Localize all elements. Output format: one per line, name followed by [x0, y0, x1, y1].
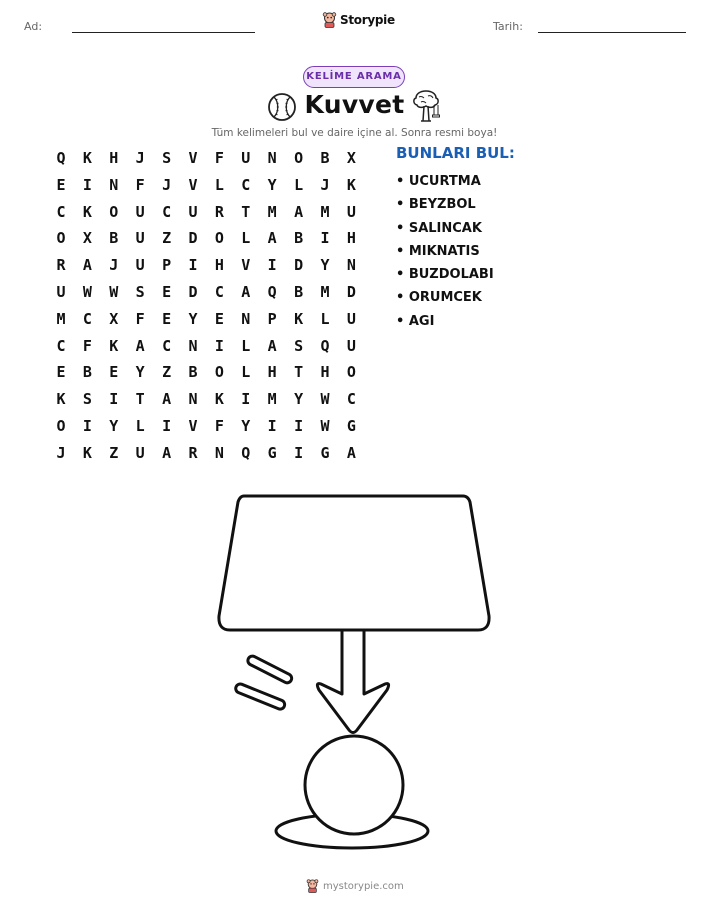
grid-letter[interactable]: J: [109, 256, 119, 275]
grid-letter[interactable]: Y: [241, 417, 251, 435]
grid-letter[interactable]: O: [346, 363, 356, 382]
grid-letter[interactable]: V: [188, 417, 198, 435]
word-list-item: • SALINCAK: [396, 220, 482, 236]
word-list-item: • BUZDOLABI: [396, 267, 494, 283]
grid-letter[interactable]: B: [294, 283, 304, 301]
grid-letter[interactable]: C: [241, 175, 251, 194]
grid-letter[interactable]: X: [82, 229, 92, 248]
grid-row: [48, 172, 368, 198]
grid-letter[interactable]: T: [294, 363, 304, 382]
grid-row: [48, 199, 368, 225]
grid-letter[interactable]: L: [241, 336, 251, 355]
grid-letter[interactable]: I: [162, 417, 172, 435]
grid-letter[interactable]: U: [56, 283, 66, 301]
grid-letter[interactable]: L: [214, 175, 224, 194]
grid-letter[interactable]: U: [135, 202, 145, 221]
grid-letter[interactable]: F: [135, 175, 145, 194]
word-list-item: • ORUMCEK: [396, 290, 482, 306]
ball: [305, 736, 403, 834]
grid-letter[interactable]: Z: [109, 443, 119, 462]
grid-letter[interactable]: K: [346, 175, 356, 194]
grid-letter[interactable]: U: [346, 202, 356, 221]
grid-letter[interactable]: K: [82, 149, 92, 167]
grid-letter[interactable]: Z: [162, 229, 172, 248]
grid-letter[interactable]: H: [267, 363, 277, 382]
grid-letter[interactable]: B: [109, 229, 119, 248]
grid-letter[interactable]: J: [320, 175, 330, 194]
grid-letter[interactable]: K: [82, 443, 92, 462]
grid-letter[interactable]: O: [109, 202, 119, 221]
grid-letter[interactable]: C: [56, 336, 66, 355]
grid-letter[interactable]: V: [188, 175, 198, 194]
grid-letter[interactable]: K: [294, 309, 304, 328]
grid-letter[interactable]: L: [241, 363, 251, 382]
grid-letter[interactable]: I: [267, 256, 277, 275]
word-list: [396, 170, 494, 333]
grid-letter[interactable]: F: [135, 309, 145, 328]
motion-line-1: [246, 655, 293, 685]
grid-letter[interactable]: A: [162, 390, 172, 409]
grid-letter[interactable]: Y: [109, 417, 119, 435]
grid-row: [48, 225, 368, 251]
grid-letter[interactable]: B: [188, 363, 198, 382]
grid-letter[interactable]: I: [214, 336, 224, 355]
grid-letter[interactable]: A: [82, 256, 92, 275]
grid-letter[interactable]: L: [294, 175, 304, 194]
grid-letter[interactable]: K: [109, 336, 119, 355]
motion-line-2: [234, 683, 286, 711]
brand-name: Storypie: [340, 13, 395, 27]
grid-letter[interactable]: O: [214, 229, 224, 248]
grid-row: [48, 359, 368, 385]
grid-letter[interactable]: V: [188, 149, 198, 167]
grid-letter[interactable]: A: [162, 443, 172, 462]
grid-letter[interactable]: C: [56, 202, 66, 221]
grid-letter[interactable]: U: [346, 336, 356, 355]
grid-letter[interactable]: U: [135, 256, 145, 275]
word-list-item: • UCURTMA: [396, 174, 481, 189]
grid-letter[interactable]: H: [346, 229, 356, 248]
grid-letter[interactable]: O: [294, 149, 304, 167]
grid-letter[interactable]: W: [109, 283, 119, 301]
grid-letter[interactable]: H: [320, 363, 330, 382]
grid-letter[interactable]: M: [267, 390, 277, 409]
grid-letter[interactable]: C: [346, 390, 356, 409]
grid-letter[interactable]: A: [294, 202, 304, 221]
grid-letter[interactable]: E: [109, 363, 119, 382]
grid-letter[interactable]: W: [320, 417, 330, 435]
grid-letter[interactable]: S: [162, 149, 172, 167]
grid-row: [48, 440, 368, 466]
grid-letter[interactable]: L: [135, 417, 145, 435]
grid-letter[interactable]: I: [241, 390, 251, 409]
coloring-illustration: [0, 480, 709, 860]
grid-letter[interactable]: N: [241, 309, 251, 328]
grid-letter[interactable]: Q: [267, 283, 277, 301]
grid-letter[interactable]: B: [320, 149, 330, 167]
grid-letter[interactable]: M: [267, 202, 277, 221]
grid-letter[interactable]: P: [267, 309, 277, 328]
grid-letter[interactable]: P: [162, 256, 172, 275]
grid-letter[interactable]: V: [241, 256, 251, 275]
grid-letter[interactable]: S: [135, 283, 145, 301]
grid-letter[interactable]: Q: [56, 149, 66, 167]
grid-letter[interactable]: A: [241, 283, 251, 301]
category-badge: KELİME ARAMA: [303, 66, 405, 88]
grid-letter[interactable]: E: [162, 283, 172, 301]
grid-letter[interactable]: E: [56, 363, 66, 382]
grid-letter[interactable]: K: [56, 390, 66, 409]
grid-letter[interactable]: I: [82, 175, 92, 194]
grid-letter[interactable]: X: [109, 309, 119, 328]
grid-letter[interactable]: C: [82, 309, 92, 328]
grid-letter[interactable]: Q: [241, 443, 251, 462]
word-list-item: • BEYZBOL: [396, 197, 476, 213]
grid-letter[interactable]: R: [214, 202, 224, 221]
grid-letter[interactable]: N: [188, 336, 198, 355]
grid-letter[interactable]: D: [346, 283, 356, 301]
grid-letter[interactable]: Y: [267, 175, 277, 194]
grid-letter[interactable]: G: [346, 417, 356, 435]
footer: [306, 879, 404, 893]
grid-letter[interactable]: U: [346, 309, 356, 328]
instructions-text: Tüm kelimeleri bul ve daire içine al. Sonra resmi boya!: [211, 127, 498, 139]
grid-letter[interactable]: F: [214, 149, 224, 167]
brand-logo: [322, 12, 395, 28]
grid-letter[interactable]: U: [188, 202, 198, 221]
grid-letter[interactable]: W: [82, 283, 92, 301]
grid-letter[interactable]: I: [294, 443, 304, 462]
grid-letter[interactable]: D: [294, 256, 304, 275]
grid-letter[interactable]: J: [162, 175, 172, 194]
grid-letter[interactable]: I: [294, 417, 304, 435]
grid-letter[interactable]: A: [267, 336, 277, 355]
grid-letter[interactable]: A: [267, 229, 277, 248]
grid-letter[interactable]: H: [109, 149, 119, 167]
grid-letter[interactable]: F: [214, 417, 224, 435]
grid-letter[interactable]: J: [56, 443, 66, 462]
grid-letter[interactable]: E: [214, 309, 224, 328]
date-label: Tarih:: [493, 20, 523, 33]
grid-letter[interactable]: X: [346, 149, 356, 167]
grid-letter[interactable]: N: [267, 149, 277, 167]
grid-letter[interactable]: H: [214, 256, 224, 275]
grid-letter[interactable]: Z: [162, 363, 172, 382]
grid-row: [48, 279, 368, 305]
grid-letter[interactable]: M: [56, 309, 66, 328]
grid-letter[interactable]: E: [162, 309, 172, 328]
grid-letter[interactable]: L: [241, 229, 251, 248]
grid-letter[interactable]: C: [214, 283, 224, 301]
grid-row: [48, 333, 368, 359]
grid-letter[interactable]: C: [162, 202, 172, 221]
grid-row: [48, 145, 368, 171]
grid-letter[interactable]: C: [162, 336, 172, 355]
date-line: [538, 32, 686, 33]
grid-letter[interactable]: N: [346, 256, 356, 275]
grid-letter[interactable]: B: [294, 229, 304, 248]
grid-letter[interactable]: Y: [135, 363, 145, 382]
grid-letter[interactable]: O: [214, 363, 224, 382]
grid-letter[interactable]: K: [214, 390, 224, 409]
grid-letter[interactable]: O: [56, 417, 66, 435]
grid-letter[interactable]: U: [241, 149, 251, 167]
footer-url: mystorypie.com: [323, 880, 404, 892]
grid-letter[interactable]: R: [188, 443, 198, 462]
word-list-title: BUNLARI BUL:: [396, 144, 515, 162]
word-list-item: • AGI: [396, 313, 435, 329]
grid-letter[interactable]: Y: [294, 390, 304, 409]
grid-letter[interactable]: U: [135, 443, 145, 462]
grid-row: [48, 413, 368, 439]
grid-letter[interactable]: D: [188, 283, 198, 301]
lamp-shade: [219, 496, 489, 630]
grid-letter[interactable]: L: [320, 309, 330, 328]
grid-letter[interactable]: I: [267, 417, 277, 435]
grid-row: [48, 386, 368, 412]
grid-letter[interactable]: B: [82, 363, 92, 382]
grid-letter[interactable]: Q: [320, 336, 330, 355]
page-title: Kuvvet: [304, 90, 405, 119]
grid-letter[interactable]: O: [56, 229, 66, 248]
grid-letter[interactable]: U: [135, 229, 145, 248]
grid-letter[interactable]: N: [188, 390, 198, 409]
grid-letter[interactable]: F: [82, 336, 92, 355]
grid-letter[interactable]: S: [294, 336, 304, 355]
grid-letter[interactable]: G: [320, 443, 330, 462]
grid-letter[interactable]: N: [214, 443, 224, 462]
storypie-mascot-icon: [322, 12, 337, 28]
grid-letter[interactable]: I: [109, 390, 119, 409]
grid-row: [48, 306, 368, 332]
grid-letter[interactable]: W: [320, 390, 330, 409]
name-line: [72, 32, 255, 33]
grid-letter[interactable]: S: [82, 390, 92, 409]
grid-letter[interactable]: I: [320, 229, 330, 248]
grid-letter[interactable]: N: [109, 175, 119, 194]
storypie-mascot-icon: [306, 879, 319, 893]
grid-row: [48, 252, 368, 278]
grid-letter[interactable]: M: [320, 202, 330, 221]
grid-letter[interactable]: A: [135, 336, 145, 355]
name-label: Ad:: [24, 20, 43, 33]
grid-letter[interactable]: T: [241, 202, 251, 221]
grid-letter[interactable]: I: [188, 256, 198, 275]
grid-letter[interactable]: J: [135, 149, 145, 167]
grid-letter[interactable]: E: [56, 175, 66, 194]
grid-letter[interactable]: K: [82, 202, 92, 221]
grid-letter[interactable]: D: [188, 229, 198, 248]
grid-letter[interactable]: R: [56, 256, 66, 275]
grid-letter[interactable]: T: [135, 390, 145, 409]
grid-letter[interactable]: Y: [320, 256, 330, 275]
grid-letter[interactable]: M: [320, 283, 330, 301]
grid-letter[interactable]: Y: [188, 309, 198, 328]
word-list-item: • MIKNATIS: [396, 243, 480, 259]
grid-letter[interactable]: A: [346, 443, 356, 462]
grid-letter[interactable]: I: [82, 417, 92, 435]
tree-swing-icon: [410, 88, 442, 124]
grid-letter[interactable]: G: [267, 443, 277, 462]
down-arrow: [317, 630, 388, 733]
